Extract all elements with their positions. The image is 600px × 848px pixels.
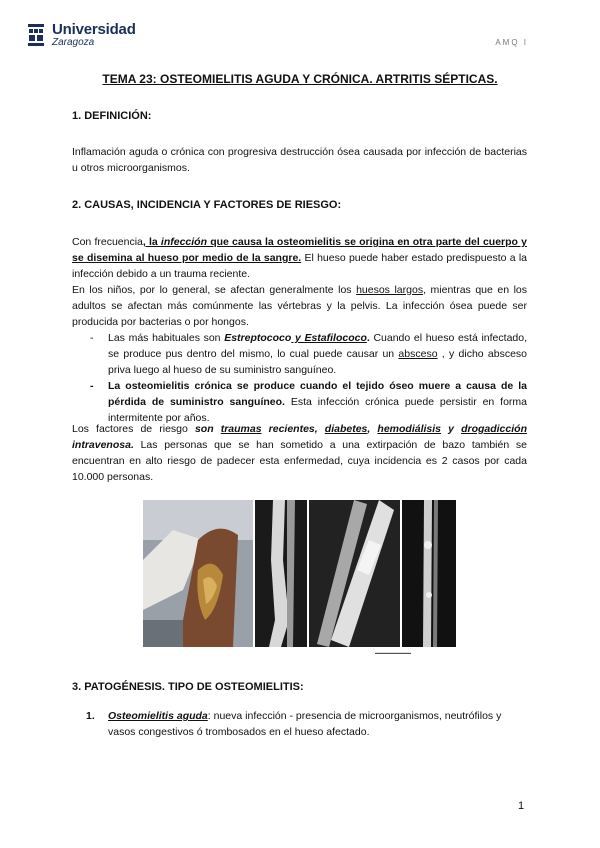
- section-2-paragraph-1: [72, 234, 527, 282]
- text-span: En los niños, por lo general, se afectan generalmente los: [72, 284, 357, 296]
- hemodialysis-term: hemodiálisis: [377, 423, 442, 435]
- text-span: ,: [314, 423, 325, 435]
- text-span: .: [366, 332, 370, 344]
- text-span: Los factores de riesgo: [72, 423, 195, 435]
- diabetes-term: diabetes: [324, 423, 368, 435]
- long-bones-term: huesos largos: [356, 284, 424, 296]
- list-item: - La osteomielitis crónica se produce cuando el tejido óseo muere a causa de la pérdida de suministro sanguíneo. Esta infección crónica puede persistir en forma intermitente por años.: [90, 380, 527, 424]
- course-code: AMQ I: [495, 38, 528, 47]
- item-number: 1.: [86, 710, 95, 722]
- leg-wound-photo: [143, 500, 253, 647]
- chronic-definition: La osteomielitis crónica se produce cuando el tejido óseo muere a causa de la pérdida de suministro sanguíneo.: [108, 380, 527, 408]
- list-item: - Las más habituales son Estreptococo y Estafilococo. Cuando el hueso está infectado, se produce pus dentro del mismo, lo cual puede causar un absceso , y dicho absceso priva luego al hueso de su suministro sanguíneo.: [90, 332, 528, 376]
- bullet-list: [90, 330, 527, 426]
- infection-term: infección: [160, 236, 208, 248]
- document-title: TEMA 23: OSTEOMIELITIS AGUDA Y CRÓNICA. ARTRITIS SÉPTICAS.: [102, 72, 498, 86]
- text-span: Cuando el hueso está infectado, se produce pus dentro del mismo, lo cual puede causar un: [108, 332, 528, 360]
- text-span: Esta infección crónica puede persistir en forma intermitente por años.: [108, 396, 527, 424]
- text-span: Las personas que se han sometido a una extirpación de bazo también se encuentran en alto riesgo de padecer esta enfermedad, cuya incidencia es 2 casos por cada 10.000 personas.: [72, 439, 527, 483]
- text-span: , mientras que en los adultos se afectan más comúnmente las vértebras y la pelvis. La infección ósea puede ser producida por bacterias o por hongos.: [72, 284, 528, 328]
- drug-addiction-term: drogadicción: [461, 423, 527, 435]
- list-item: [86, 708, 527, 740]
- xray-image-2: [309, 500, 400, 647]
- section-1-text: Inflamación aguda o crónica con progresiva destrucción ósea causada por infección de bacterias u otros microorganismos.: [72, 146, 527, 174]
- text-span: Con frecuencia: [72, 236, 143, 248]
- text-span: El hueso puede haber estado predispuesto a la infección debido a un trauma reciente.: [72, 252, 527, 280]
- text-span: :: [207, 710, 211, 722]
- university-logo: [26, 22, 136, 48]
- text-span: que causa la osteomielitis se origina en otra parte del cuerpo y se disemina al hueso por medio de la sangre.: [72, 236, 527, 264]
- university-city: Zaragoza: [52, 37, 95, 48]
- abscess-term: absceso: [398, 348, 438, 360]
- university-name: Universidad: [52, 21, 136, 38]
- text-span: intravenosa.: [72, 439, 134, 451]
- text-span: ,: [367, 423, 378, 435]
- text-span: , la: [142, 236, 161, 248]
- traumas-term: traumas: [220, 423, 262, 435]
- text-span: y: [441, 423, 462, 435]
- crest-icon: [26, 22, 46, 48]
- acute-osteomyelitis-term: Osteomielitis aguda: [108, 710, 208, 722]
- section-2-heading: 2. CAUSAS, INCIDENCIA Y FACTORES DE RIESGO:: [72, 199, 342, 211]
- text-span: son: [194, 423, 221, 435]
- staphylococcus-term: y Estafilococo: [291, 332, 367, 344]
- text-span: Las más habituales son: [108, 332, 225, 344]
- section-3-heading: 3. PATOGÉNESIS. TIPO DE OSTEOMIELITIS:: [72, 681, 304, 693]
- xray-image-3: [402, 500, 456, 647]
- section-2-paragraph-3: [72, 421, 527, 485]
- clinical-images: [143, 500, 456, 647]
- xray-image-1: [255, 500, 307, 647]
- streptococcus-term: Estreptococo: [224, 332, 292, 344]
- section-2-paragraph-2: [72, 282, 527, 330]
- text-span: nueva infección - presencia de microorganismos, neutrófilos y vasos congestivos ó trombosados en el hueso afectado.: [108, 710, 502, 738]
- text-span: , y dicho absceso priva luego al hueso de su suministro sanguíneo.: [108, 348, 528, 376]
- page-number: 1: [518, 800, 525, 812]
- image-caption-mark: ▬▬▬▬▬▬▬▬▬: [375, 650, 411, 655]
- text-span: recientes: [261, 423, 315, 435]
- section-1-heading: 1. DEFINICIÓN:: [72, 110, 152, 122]
